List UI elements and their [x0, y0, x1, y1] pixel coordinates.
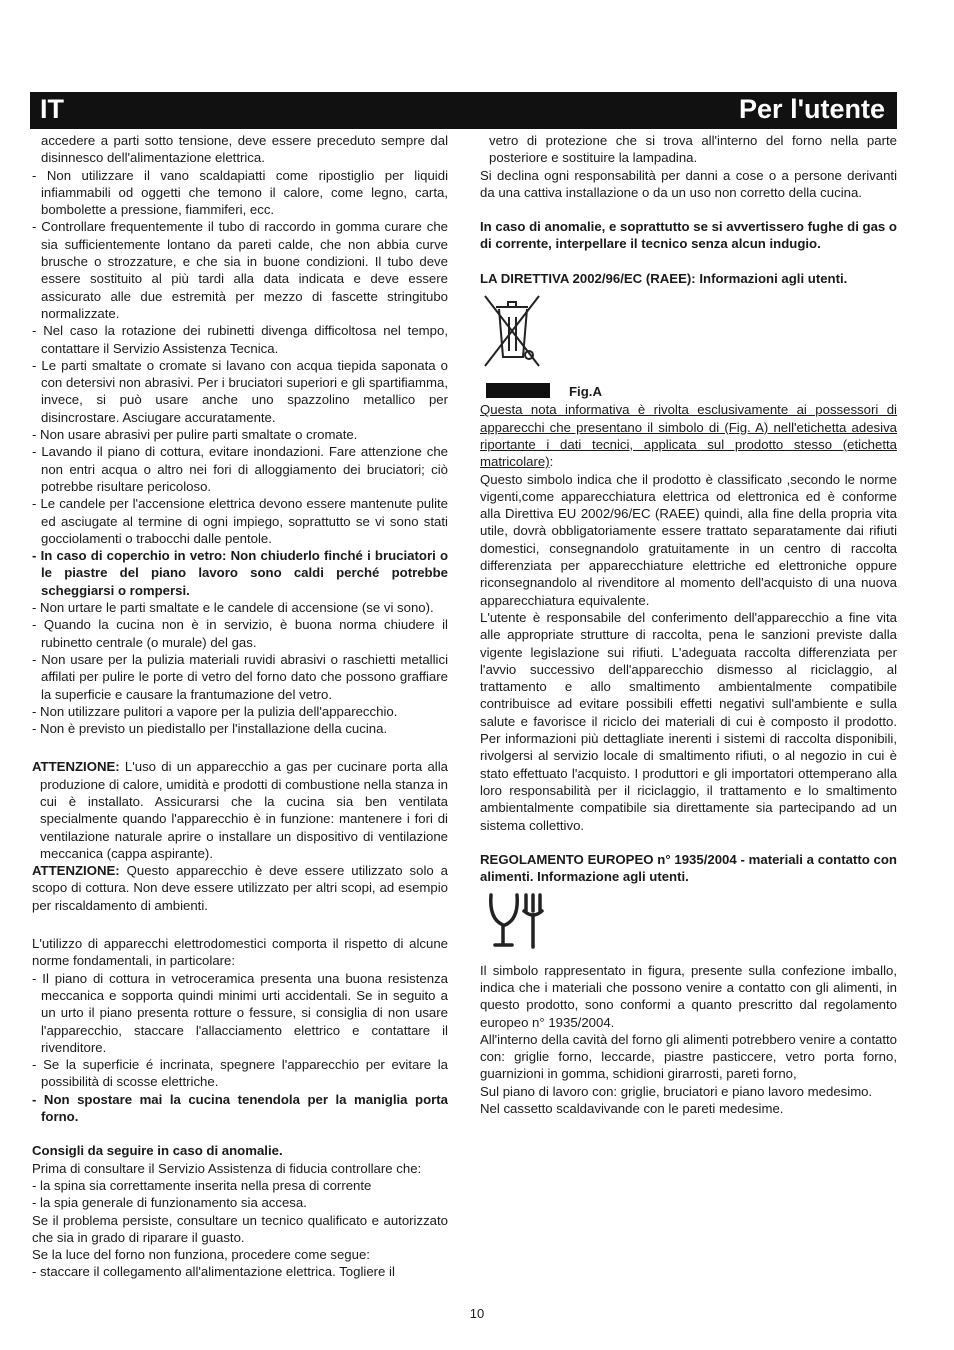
figure-caption-row	[480, 381, 897, 401]
underlined-note: Questa nota informativa è rivolta esclusivamente ai possessori di apparecchi che presentano il simbolo di (Fig. A) nell'etichetta adesiva riportante i dati tecnici, applicata sul prodotto stesso (etichetta matricolare)	[480, 402, 897, 470]
paragraph: Il simbolo rappresentato in figura, presente sulla confezione imballo, indica che i materiali che possono venire a contatto con gli alimenti, in questo prodotto, sono conformi a quanto prescritto dal regolamento europeo n° 1935/2004.	[480, 962, 897, 1030]
list-item: - Nel caso la rotazione dei rubinetti divenga difficoltosa nel tempo, contattare il Servizio Assistenza Tecnica.	[32, 323, 448, 356]
paragraph: Si declina ogni responsabilità per danni a cose o a persone derivanti da una cattiva installazione o da un uso non corretto della cucina.	[480, 167, 897, 200]
list-item: - Il piano di cottura in vetroceramica presenta una buona resistenza meccanica e sopporta quindi minimi urti accidentali. Se in seguito a un urto il piano presenta rotture o fessure, si consiglia di non usare l'apparecchio, staccare l'allacciamento elettrico e contattare il rivenditore.	[32, 970, 448, 1055]
crossed-bin-icon	[482, 291, 542, 371]
warning-label: ATTENZIONE:	[32, 863, 120, 879]
section-heading: Consigli da seguire in caso di anomalie.	[32, 1143, 283, 1159]
section-heading: LA DIRETTIVA 2002/96/EC (RAEE): Informazioni agli utenti.	[480, 270, 848, 286]
paragraph: Questo simbolo indica che il prodotto è classificato ,secondo le norme vigenti,come apparecchiatura elettrica od elettronica ed è conforme alla Direttiva EU 2002/96/EC (RAEE) quindi, alla fine della propria vita utile, dovrà obbligatoriamente essere trattato separatamente dai rifiuti domestici, consegnandolo gratuitamente in un centro di raccolta differenziata per apparecchiature elettriche ed elettroniche oppure riconsegnandolo al rivenditore al momento dell'acquisto di una nuova apparecchiatura equivalente.	[480, 471, 897, 608]
list-item: - Controllare frequentemente il tubo di raccordo in gomma curare che sia sufficientemente lontano da pareti calde, che non abbia curve brusche o strozzature, e che sia in buone condizioni. Il tubo deve essere sostituito al più tardi alla data indicata e deve essere assicurato alle due estremità per mezzo di fascette stringitubo normalizzate.	[32, 219, 448, 321]
list-item-bold: - Non spostare mai la cucina tenendola per la maniglia porta forno.	[32, 1091, 448, 1125]
paragraph: accedere a parti sotto tensione, deve essere preceduto sempre dal disinnesco dell'alimentazione elettrica.	[41, 133, 448, 166]
paragraph: Questa nota informativa è rivolta esclusivamente ai possessori di apparecchi che presentano il simbolo di (Fig. A) nell'etichetta adesiva riportante i dati tecnici, applicata sul prodotto stesso (etichetta matricolare):	[480, 402, 897, 470]
list-item: - Non usare abrasivi per pulire parti smaltate o cromate.	[32, 427, 358, 443]
list-item: - Le candele per l'accensione elettrica devono essere mantenute pulite ed asciugate al termine di ogni impiego, soprattutto se vi sono stati gocciolamenti o trabocchi dalle pentole.	[32, 496, 448, 546]
list-item: - Le parti smaltate o cromate si lavano con acqua tiepida saponata o con detersivi non abrasivi. Per i bruciatori superiori e gli spartifiamma, invece, si può usare anche uno spazzolino metallico per disincrostare. Asciugare accuratamente.	[32, 357, 448, 425]
paragraph: - la spina sia correttamente inserita nella presa di corrente	[32, 1177, 372, 1193]
paragraph: Sul piano di lavoro con: griglie, bruciatori e piano lavoro medesimo.	[480, 1083, 873, 1099]
list-item: - Quando la cucina non è in servizio, è buona norma chiudere il rubinetto centrale (o murale) del gas.	[32, 617, 448, 650]
page-header-bar	[30, 92, 897, 129]
warning-label: ATTENZIONE:	[32, 759, 120, 775]
list-item: - Non utilizzare pulitori a vapore per la pulizia dell'apparecchio.	[32, 703, 398, 719]
warning-paragraph	[32, 758, 448, 862]
paragraph: All'interno della cavità del forno gli alimenti potrebbero venire a contatto con: griglie forno, leccarde, piastre pasticcere, vetro porta forno, guarnizioni in gomma, schidioni girarrosti, pareti forno,	[480, 1031, 897, 1082]
paragraph: - la spia generale di funzionamento sia accesa.	[32, 1195, 307, 1211]
list-item: - Lavando il piano di cottura, evitare inondazioni. Fare attenzione che non entri acqua o altro nei fori di alloggiamento dei bruciatori; ciò potrebbe risultare pericoloso.	[32, 444, 448, 494]
figure-label: Fig.A	[569, 384, 602, 400]
section-heading: REGOLAMENTO EUROPEO n° 1935/2004 - materiali a contatto con alimenti. Informazione agli utenti.	[480, 851, 897, 885]
list-item-bold: - In caso di coperchio in vetro: Non chiuderlo finché i bruciatori o le piastre del piano lavoro sono caldi perché potrebbe scheggiarsi o rompersi.	[32, 548, 448, 598]
list-item: - Se la superficie é incrinata, spegnere l'apparecchio per evitare la possibilità di scosse elettriche.	[32, 1057, 448, 1090]
paragraph: - staccare il collegamento all'alimentazione elettrica. Togliere il	[32, 1264, 395, 1280]
food-contact-icon	[486, 889, 550, 951]
language-code: IT	[40, 94, 64, 124]
list-item: - Non usare per la pulizia materiali ruvidi abrasivi o raschietti metallici affilati per pulire le porte di vetro del forno dato che possono graffiare la superficie e causare la frantumazione del vetro.	[32, 651, 448, 702]
warning-text: Questo apparecchio è deve essere utilizzato solo a scopo di cottura. Non deve essere utilizzato per altri scopi, ad esempio per riscaldamento di ambienti.	[32, 863, 448, 913]
paragraph: L'utente è responsabile del conferimento dell'apparecchio a fine vita alle appropriate strutture di raccolta, pena le sanzioni previste dalla vigente legislazione sui rifiuti. L'adeguata raccolta differenziata per l'avvio successivo dell'apparecchio dismesso al riciclaggio, al trattamento e allo smaltimento ambientalmente compatibile contribuisce ad evitare possibili effetti negativi sull'ambiente e sulla salute e favorisce il riciclo dei materiali di cui è composto il prodotto. Per informazioni più dettagliate inerenti i sistemi di raccolta disponibili, rivolgersi al servizio locale di smaltimento rifiuti, o al negozio in cui è stato effettuato l'acquisto. I produttori e gli importatori ottemperano alla loro responsabilità per il riciclaggio, il trattamento e lo smaltimento ambientalmente compatibile sia direttamente sia partecipando ad un sistema collettivo.	[480, 609, 897, 833]
paragraph: vetro di protezione che si trova all'interno del forno nella parte posteriore e sostituire la lampadina.	[489, 133, 897, 166]
paragraph: L'utilizzo di apparecchi elettrodomestici comporta il rispetto di alcune norme fondamentali, in particolare:	[32, 936, 448, 969]
paragraph: Se la luce del forno non funziona, procedere come segue:	[32, 1247, 370, 1263]
warning-paragraph: In caso di anomalie, e soprattutto se si avvertissero fughe di gas o di corrente, interpellare il tecnico senza alcun indugio.	[480, 219, 897, 252]
left-column	[32, 132, 448, 1281]
warning-text: L'uso di un apparecchio a gas per cucinare porta alla produzione di calore, umidità e prodotti di combustione nella stanza in cui è installato. Assicurarsi che la cucina sia ben ventilata specialmente quando l'apparecchio è in funzione: mantenere i fori di ventilazione naturale aprire o installare un dispositivo di ventilazione meccanica (cappa aspirante).	[40, 759, 448, 861]
warning-paragraph	[32, 862, 448, 914]
paragraph: Se il problema persiste, consultare un tecnico qualificato e autorizzato che sia in grado di riparare il guasto.	[32, 1212, 448, 1245]
weee-black-bar	[486, 383, 550, 398]
right-column	[480, 132, 897, 1117]
list-item: - Non è previsto un piedistallo per l'installazione della cucina.	[32, 721, 388, 737]
list-item: - Non utilizzare il vano scaldapiatti come ripostiglio per liquidi infiammabili od oggetti che temono il calore, come legno, carta, bombolette a pressione, fiammiferi, ecc.	[32, 167, 448, 218]
paragraph: Nel cassetto scaldavivande con le pareti medesime.	[480, 1101, 784, 1117]
list-item: - Non urtare le parti smaltate e le candele di accensione (se vi sono).	[32, 600, 434, 616]
paragraph: Prima di consultare il Servizio Assistenza di fiducia controllare che:	[32, 1160, 422, 1176]
page-number: 10	[469, 1306, 485, 1321]
page-title: Per l'utente	[739, 94, 885, 124]
